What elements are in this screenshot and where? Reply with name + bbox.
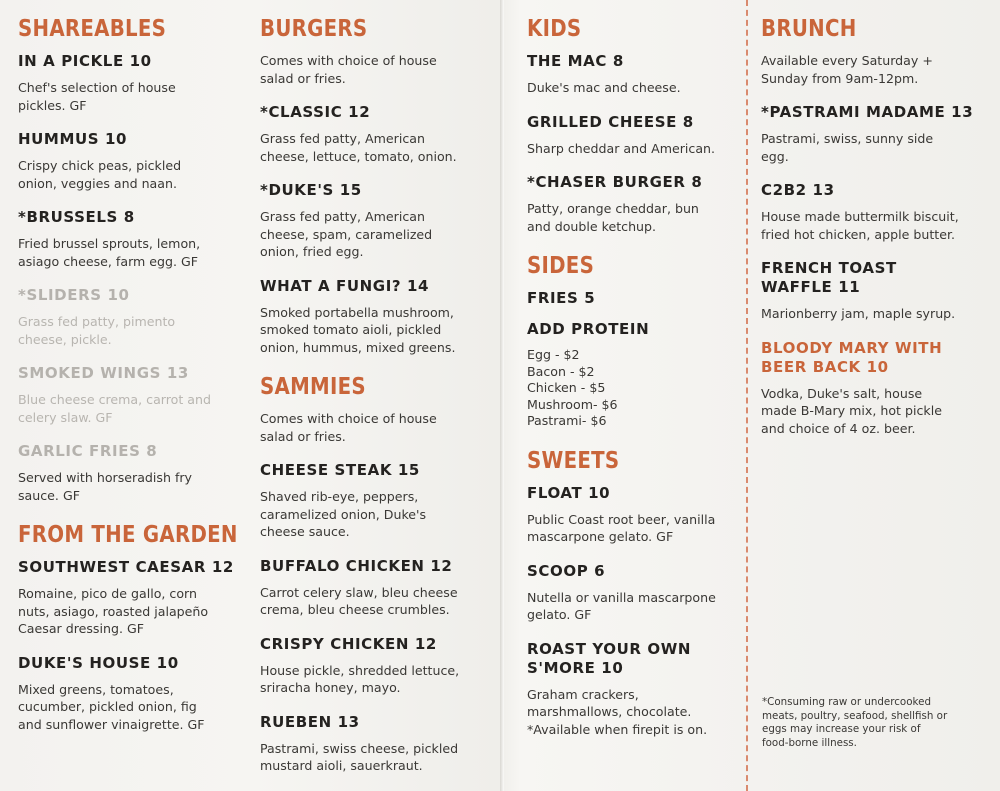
item-desc-cheese-steak: Shaved rib-eye, peppers, caramelized onion, Duke's cheese sauce.	[260, 489, 427, 539]
item-title-scoop: SCOOP 6	[527, 561, 606, 580]
item-desc-mac: Duke's mac and cheese.	[527, 80, 681, 95]
center-fold	[500, 0, 504, 791]
section-heading-sweets: SWEETS	[527, 447, 620, 474]
item-desc-french-toast: Marionberry jam, maple syrup.	[761, 306, 956, 321]
protein-egg: Egg - $2	[527, 347, 580, 362]
section-heading-burgers: BURGERS	[260, 16, 368, 42]
item-desc-sliders: Grass fed patty, pimento cheese, pickle.	[18, 314, 176, 347]
brunch-intro: Available every Saturday + Sunday from 9am-12pm.	[761, 53, 933, 86]
item-desc-c2b2: House made buttermilk biscuit, fried hot chicken, apple butter.	[761, 209, 959, 242]
item-title-hummus: HUMMUS 10	[18, 130, 128, 148]
protein-chicken: Chicken - $5	[527, 380, 606, 395]
item-desc-grilled-cheese: Sharp cheddar and American.	[527, 140, 716, 156]
item-title-madame: *PASTRAMI MADAME 13	[761, 103, 974, 121]
item-desc-classic: Grass fed patty, American cheese, lettuce, tomato, onion.	[260, 131, 457, 164]
item-desc-brussels: Fried brussel sprouts, lemon, asiago cheese, farm egg. GF	[18, 236, 201, 269]
item-title-brussels: *BRUSSELS 8	[18, 208, 135, 226]
item-title-dukes: *DUKE'S 15	[260, 181, 362, 199]
item-desc-bloody-mary: Vodka, Duke's salt, house made B-Mary mix, hot pickle and choice of 4 oz. beer.	[761, 385, 942, 436]
section-heading-garden: FROM THE GARDEN	[18, 522, 238, 548]
item-title-caesar: SOUTHWEST CAESAR 12	[18, 558, 234, 576]
item-title-cheese-steak: CHEESE STEAK 15	[260, 461, 420, 479]
consumption-footnote: *Consuming raw or undercooked meats, poultry, seafood, shellfish or eggs may increase your risk of food-borne illness.	[762, 696, 948, 749]
protein-pastrami: Pastrami- $6	[527, 413, 607, 428]
item-title-grilled-cheese: GRILLED CHEESE 8	[527, 112, 694, 131]
item-title-buffalo: BUFFALO CHICKEN 12	[260, 556, 453, 575]
section-heading-kids: KIDS	[527, 16, 582, 42]
item-title-chaser: *CHASER BURGER 8	[527, 173, 703, 191]
item-title-rueben: RUEBEN 13	[260, 712, 360, 731]
item-desc-hummus: Crispy chick peas, pickled onion, veggies and naan.	[18, 158, 182, 191]
item-title-house-salad: DUKE'S HOUSE 10	[18, 653, 179, 672]
section-heading-sides: SIDES	[527, 253, 595, 279]
item-title-garlic: GARLIC FRIES 8	[18, 442, 158, 460]
item-title-float: FLOAT 10	[527, 483, 611, 502]
item-desc-pickle: Chef's selection of house pickles. GF	[18, 80, 176, 113]
protein-bacon: Bacon - $2	[527, 363, 595, 379]
burgers-intro: Comes with choice of house salad or fries.	[260, 53, 437, 86]
item-desc-madame: Pastrami, swiss, sunny side egg.	[761, 131, 934, 164]
item-desc-smore: Graham crackers, marshmallows, chocolate. *Available when firepit is on.	[527, 686, 708, 737]
protein-list	[527, 347, 742, 430]
item-desc-scoop: Nutella or vanilla mascarpone gelato. GF	[527, 589, 716, 622]
item-title-fungi: WHAT A FUNGI? 14	[260, 276, 430, 295]
item-desc-rueben: Pastrami, swiss cheese, pickled mustard aioli, sauerkraut.	[260, 740, 459, 773]
section-heading-brunch: BRUNCH	[761, 16, 857, 42]
item-desc-float: Public Coast root beer, vanilla mascarpone gelato. GF	[527, 511, 716, 544]
item-title-sliders: *SLIDERS 10	[18, 286, 130, 304]
item-title-wings: SMOKED WINGS 13	[18, 364, 189, 382]
protein-mushroom: Mushroom- $6	[527, 396, 618, 412]
sammies-intro: Comes with choice of house salad or fries.	[260, 411, 437, 444]
item-title-mac: THE MAC 8	[527, 52, 624, 70]
column-kids	[527, 14, 742, 754]
item-title-classic: *CLASSIC 12	[260, 103, 371, 121]
item-desc-garlic: Served with horseradish fry sauce. GF	[18, 470, 193, 503]
item-desc-wings: Blue cheese crema, carrot and celery slaw. GF	[18, 392, 211, 425]
column-brunch	[761, 14, 991, 453]
item-desc-caesar: Romaine, pico de gallo, corn nuts, asiago, roasted jalapeño Caesar dressing. GF	[18, 586, 209, 636]
item-title-french-toast: FRENCH TOAST WAFFLE 11	[761, 259, 897, 296]
item-title-smore: ROAST YOUR OWN S'MORE 10	[527, 639, 692, 677]
item-desc-chaser: Patty, orange cheddar, bun and double ketchup.	[527, 201, 699, 234]
item-title-c2b2: C2B2 13	[761, 181, 835, 199]
item-desc-buffalo: Carrot celery slaw, bleu cheese crema, bleu cheese crumbles.	[260, 584, 458, 617]
item-desc-dukes: Grass fed patty, American cheese, spam, caramelized onion, fried egg.	[260, 209, 433, 259]
column-burgers	[260, 14, 485, 791]
item-desc-fungi: Smoked portabella mushroom, smoked tomato aioli, pickled onion, hummus, mixed greens.	[260, 304, 456, 355]
item-title-pickle: IN A PICKLE 10	[18, 52, 152, 70]
item-desc-crispy: House pickle, shredded lettuce, sriracha honey, mayo.	[260, 662, 460, 695]
dashed-divider	[746, 0, 748, 791]
item-title-crispy: CRISPY CHICKEN 12	[260, 634, 437, 653]
item-title-add-protein: ADD PROTEIN	[527, 320, 650, 338]
column-shareables	[18, 14, 243, 749]
section-heading-sammies: SAMMIES	[260, 374, 366, 400]
item-title-fries: FRIES 5	[527, 289, 596, 307]
section-heading-shareables: SHAREABLES	[18, 16, 167, 42]
item-title-bloody-mary: BLOODY MARY WITH BEER BACK 10	[761, 338, 943, 376]
item-desc-house-salad: Mixed greens, tomatoes, cucumber, pickled onion, fig and sunflower vinaigrette. GF	[18, 681, 205, 732]
